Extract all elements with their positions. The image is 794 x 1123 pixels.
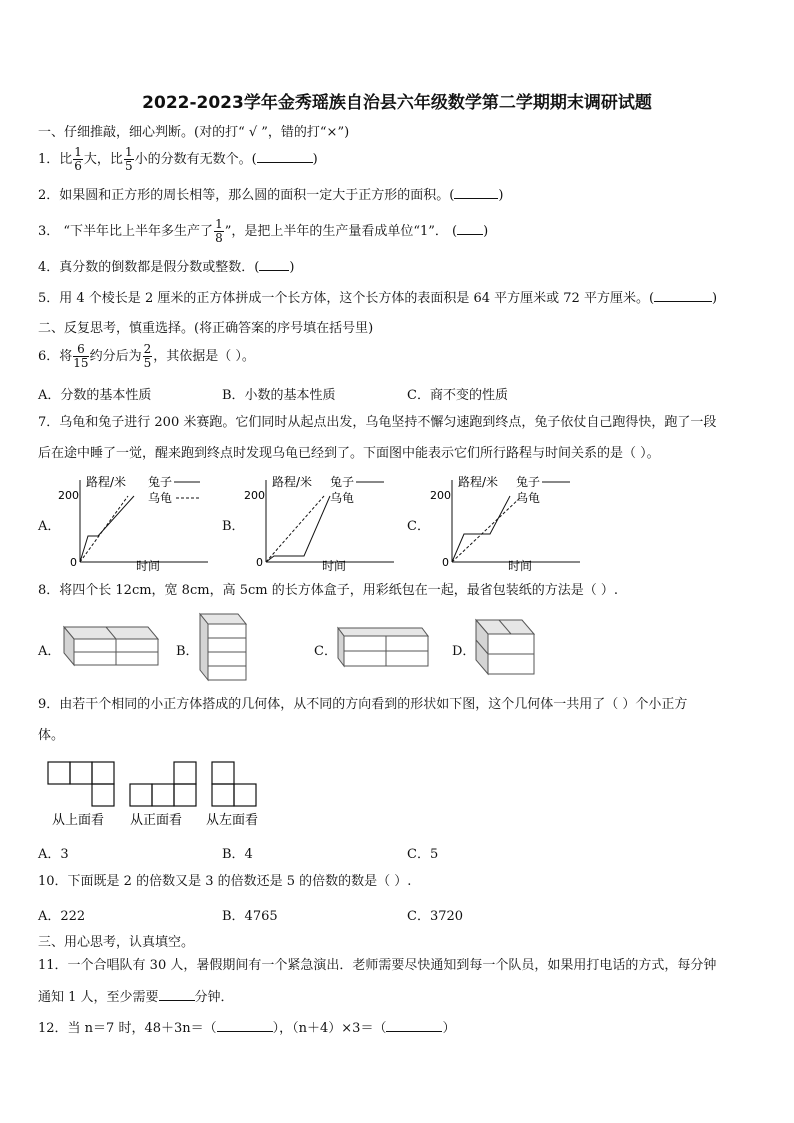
rabbit-legend: 兔子 — [148, 475, 173, 489]
turtle-legend: 乌龟 — [148, 491, 173, 505]
question-5: 5．用 4 个棱长是 2 厘米的正方体拼成一个长方体，这个长方体的表面积是 64 平方厘米或 72 平方厘米。( ) — [38, 291, 718, 306]
origin-label: 0 — [442, 556, 449, 569]
question-9-line2: 体。 — [38, 728, 65, 743]
q9-option-a[interactable]: A．3 — [38, 847, 69, 862]
answer-blank[interactable] — [654, 289, 712, 302]
q8-figure-b — [198, 612, 250, 682]
x-axis-label: 时间 — [322, 559, 347, 572]
x-axis-label: 时间 — [508, 559, 533, 572]
turtle-legend: 乌龟 — [516, 491, 541, 505]
fraction: $\frac{1}{5}$ — [124, 145, 133, 173]
q9-option-b[interactable]: B．4 — [222, 847, 253, 862]
fraction: $\frac{1}{8}$ — [215, 217, 223, 245]
q6-option-a[interactable]: A．分数的基本性质 — [38, 388, 152, 403]
view-label-top: 从上面看 — [52, 813, 105, 828]
page-title: 2022-2023学年金秀瑶族自治县六年级数学第二学期期末调研试题 — [142, 93, 652, 113]
view-label-front: 从正面看 — [130, 813, 183, 828]
answer-blank[interactable] — [386, 1019, 442, 1032]
fraction: $\frac{2}{5}$ — [143, 342, 152, 370]
question-12: 12．当 n＝7 时，48＋3n＝（ ），（n＋4）×3＝（ ） — [38, 1021, 456, 1036]
y-axis-label: 路程/米 — [86, 475, 127, 489]
y-max-label: 200 — [58, 489, 79, 502]
q8-option-a[interactable]: A． — [38, 644, 61, 659]
q8-option-b[interactable]: B． — [176, 644, 199, 659]
q8-option-c[interactable]: C． — [314, 644, 337, 659]
section2-header: 二、反复思考，慎重选择。(将正确答案的序号填在括号里) — [38, 321, 374, 336]
answer-blank[interactable] — [454, 186, 498, 199]
q6-option-c[interactable]: C．商不变的性质 — [407, 388, 508, 403]
y-max-label: 200 — [244, 489, 265, 502]
q9-views-figure — [46, 760, 276, 830]
section1-header: 一、仔细推敲，细心判断。(对的打“ √ ”，错的打“×”) — [38, 125, 350, 140]
q10-option-a[interactable]: A．222 — [38, 909, 86, 924]
turtle-legend: 乌龟 — [330, 491, 355, 505]
q8-figure-a — [62, 625, 162, 669]
q10-option-b[interactable]: B．4765 — [222, 909, 278, 924]
answer-blank[interactable] — [159, 988, 195, 1001]
answer-blank[interactable] — [457, 222, 483, 235]
q8-figure-d — [474, 618, 538, 676]
question-11-line2: 通知 1 人，至少需要 分钟． — [38, 990, 234, 1005]
q8-option-d[interactable]: D． — [452, 644, 476, 659]
y-axis-label: 路程/米 — [272, 475, 313, 489]
q7-graph-c — [430, 472, 590, 572]
fraction: $\frac{6}{15}$ — [73, 342, 89, 370]
question-7-line1: 7．乌龟和兔子进行 200 米赛跑。它们同时从起点出发，乌龟坚持不懈匀速跑到终点，兔子依仗自己跑得快，跑了一段 — [38, 415, 717, 430]
origin-label: 0 — [256, 556, 263, 569]
q10-option-c[interactable]: C．3720 — [407, 909, 464, 924]
question-3: 3． “下半年比上半年多生产了 $\frac{1}{8}$ ”，是把上半年的生产量看成单位“1”． ( ) — [38, 217, 489, 245]
question-11-line1: 11．一个合唱队有 30 人，暑假期间有一个紧急演出．老师需要尽快通知到每一个队员，如果用打电话的方式，每分钟 — [38, 958, 717, 973]
q6-option-b[interactable]: B．小数的基本性质 — [222, 388, 336, 403]
question-10: 10．下面既是 2 的倍数又是 3 的倍数还是 5 的倍数的数是（ ）. — [38, 874, 412, 889]
origin-label: 0 — [70, 556, 77, 569]
q8-figure-c — [336, 626, 432, 668]
fraction: $\frac{1}{6}$ — [74, 145, 82, 173]
section3-header: 三、用心思考，认真填空。 — [38, 935, 195, 950]
rabbit-legend: 兔子 — [330, 475, 355, 489]
question-4: 4．真分数的倒数都是假分数或整数．( ) — [38, 260, 295, 275]
q7-option-b[interactable]: B． — [222, 519, 245, 534]
question-6: 6．将 $\frac{6}{15}$ 约分后为 $\frac{2}{5}$ ，其依据是（ ）。 — [38, 342, 255, 370]
question-8: 8．将四个长 12cm，宽 8cm，高 5cm 的长方体盒子，用彩纸包在一起，最省包装纸的方法是（ ）. — [38, 583, 618, 598]
x-axis-label: 时间 — [136, 559, 161, 572]
answer-blank[interactable] — [257, 150, 313, 163]
y-axis-label: 路程/米 — [458, 475, 499, 489]
question-2: 2．如果圆和正方形的周长相等，那么圆的面积一定大于正方形的面积。( ) — [38, 188, 504, 203]
question-9-line1: 9．由若干个相同的小正方体搭成的几何体，从不同的方向看到的形状如下图，这个几何体一共用了（ ）个小正方 — [38, 697, 688, 712]
answer-blank[interactable] — [217, 1019, 273, 1032]
rabbit-legend: 兔子 — [516, 475, 541, 489]
view-label-left: 从左面看 — [206, 813, 259, 828]
q7-option-c[interactable]: C． — [407, 519, 430, 534]
q7-graph-b — [244, 472, 404, 572]
question-1: 1．比 $\frac{1}{6}$ 大，比 $\frac{1}{5}$ 小的分数有无数个。( ) — [38, 145, 318, 173]
answer-blank[interactable] — [259, 258, 289, 271]
question-7-line2: 后在途中睡了一觉，醒来跑到终点时发现乌龟已经到了。下面图中能表示它们所行路程与时间关系的是（ ）。 — [38, 446, 660, 461]
q9-option-c[interactable]: C．5 — [407, 847, 439, 862]
q7-graph-a — [58, 472, 218, 572]
q7-option-a[interactable]: A． — [38, 519, 61, 534]
y-max-label: 200 — [430, 489, 451, 502]
